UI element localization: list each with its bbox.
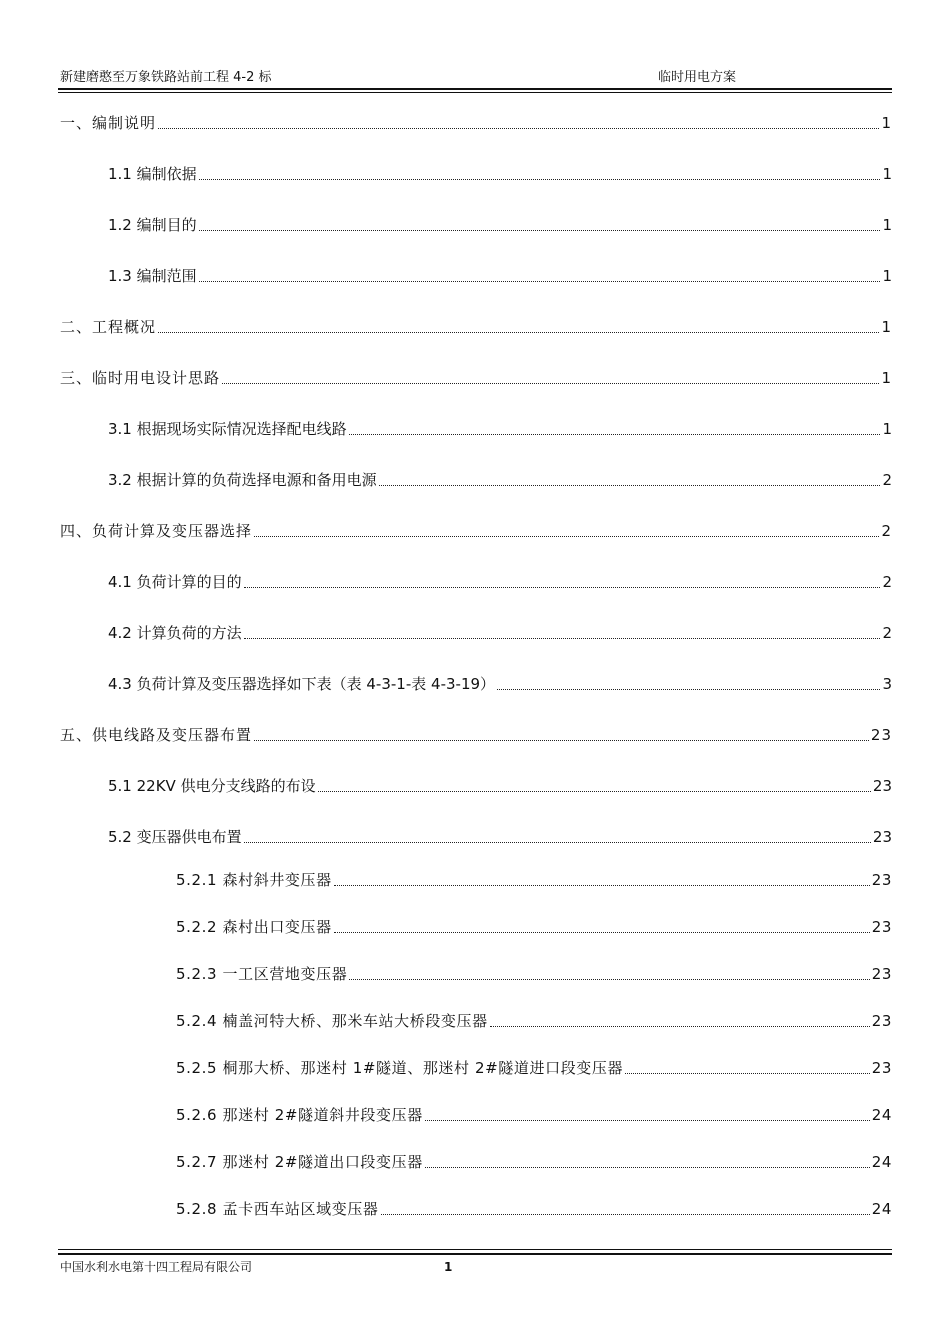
footer-rule-thin xyxy=(58,1249,892,1250)
toc-entry-title: 1.1 编制依据 xyxy=(108,165,197,183)
toc-entry[interactable] xyxy=(60,315,892,337)
toc-leader-dots xyxy=(425,1167,870,1168)
toc-entry-page: 23 xyxy=(872,828,892,846)
toc-entry-title: 5.2.5 桐那大桥、那迷村 1#隧道、那迷村 2#隧道进口段变压器 xyxy=(176,1059,624,1077)
toc-entry[interactable] xyxy=(176,868,892,890)
toc-entry[interactable] xyxy=(176,1103,892,1125)
toc-leader-dots xyxy=(158,332,879,333)
toc-entry[interactable] xyxy=(176,1056,892,1078)
toc-entry-title: 三、临时用电设计思路 xyxy=(60,369,221,387)
toc-entry-page: 1 xyxy=(881,318,892,336)
header-project-title: 新建磨憨至万象铁路站前工程 4-2 标 xyxy=(60,70,272,85)
toc-entry-page: 2 xyxy=(882,471,892,489)
toc-entry-title: 4.2 计算负荷的方法 xyxy=(108,624,242,642)
toc-entry[interactable] xyxy=(108,825,892,847)
toc-entry-title: 5.2.1 森村斜井变压器 xyxy=(176,871,332,889)
toc-leader-dots xyxy=(199,179,881,180)
toc-entry-page: 1 xyxy=(882,267,892,285)
toc-leader-dots xyxy=(497,689,880,690)
toc-leader-dots xyxy=(381,1214,870,1215)
toc-entry-page: 2 xyxy=(882,573,892,591)
toc-entry-page: 2 xyxy=(882,624,892,642)
toc-entry[interactable] xyxy=(108,264,892,286)
toc-entry-title: 5.2.7 那迷村 2#隧道出口段变压器 xyxy=(176,1153,423,1171)
toc-entry[interactable] xyxy=(60,723,892,745)
toc-entry-title: 3.2 根据计算的负荷选择电源和备用电源 xyxy=(108,471,377,489)
toc-leader-dots xyxy=(349,434,881,435)
toc-leader-dots xyxy=(158,128,879,129)
toc-entry-title: 4.1 负荷计算的目的 xyxy=(108,573,242,591)
toc-entry[interactable] xyxy=(108,417,892,439)
toc-entry-title: 1.2 编制目的 xyxy=(108,216,197,234)
toc-entry-page: 23 xyxy=(871,871,892,889)
toc-leader-dots xyxy=(625,1073,870,1074)
toc-entry[interactable] xyxy=(176,915,892,937)
toc-entry[interactable] xyxy=(108,621,892,643)
toc-entry[interactable] xyxy=(108,672,892,694)
toc-entry-page: 1 xyxy=(882,165,892,183)
toc-entry-title: 5.1 22KV 供电分支线路的布设 xyxy=(108,777,316,795)
toc-leader-dots xyxy=(334,932,870,933)
toc-entry[interactable] xyxy=(108,468,892,490)
header-rule-thin xyxy=(58,92,892,93)
toc-entry[interactable] xyxy=(108,774,892,796)
toc-entry-title: 一、编制说明 xyxy=(60,114,157,132)
toc-entry-title: 5.2.8 孟卡西车站区域变压器 xyxy=(176,1200,379,1218)
toc-leader-dots xyxy=(199,230,881,231)
toc-entry[interactable] xyxy=(176,1197,892,1219)
toc-leader-dots xyxy=(244,842,871,843)
toc-entry-title: 四、负荷计算及变压器选择 xyxy=(60,522,253,540)
toc-leader-dots xyxy=(349,979,869,980)
toc-leader-dots xyxy=(318,791,871,792)
toc-entry[interactable] xyxy=(108,213,892,235)
toc-entry-page: 1 xyxy=(882,216,892,234)
toc-entry-page: 23 xyxy=(871,965,892,983)
toc-entry-title: 五、供电线路及变压器布置 xyxy=(60,726,253,744)
toc-entry-title: 1.3 编制范围 xyxy=(108,267,197,285)
header-document-title: 临时用电方案 xyxy=(658,70,737,85)
footer-company-name: 中国水利水电第十四工程局有限公司 xyxy=(60,1260,253,1274)
toc-leader-dots xyxy=(244,587,881,588)
footer-rule-thick xyxy=(58,1253,892,1255)
toc-leader-dots xyxy=(254,536,879,537)
toc-entry[interactable] xyxy=(108,570,892,592)
footer-page-number: 1 xyxy=(444,1260,453,1274)
toc-entry-page: 23 xyxy=(871,1059,892,1077)
toc-entry-page: 1 xyxy=(881,114,892,132)
toc-entry-title: 3.1 根据现场实际情况选择配电线路 xyxy=(108,420,347,438)
toc-entry-title: 5.2.4 楠盖河特大桥、那米车站大桥段变压器 xyxy=(176,1012,488,1030)
toc-entry-title: 二、工程概况 xyxy=(60,318,157,336)
toc-entry-page: 3 xyxy=(882,675,892,693)
header-rule-thick xyxy=(58,88,892,90)
toc-entry[interactable] xyxy=(60,111,892,133)
toc-entry-title: 5.2.6 那迷村 2#隧道斜井段变压器 xyxy=(176,1106,423,1124)
toc-leader-dots xyxy=(199,281,881,282)
toc-entry-page: 23 xyxy=(871,918,892,936)
toc-leader-dots xyxy=(334,885,870,886)
toc-entry-title: 5.2.3 一工区营地变压器 xyxy=(176,965,348,983)
toc-leader-dots xyxy=(222,383,879,384)
toc-entry-title: 4.3 负荷计算及变压器选择如下表（表 4-3-1-表 4-3-19） xyxy=(108,675,496,693)
toc-entry-page: 24 xyxy=(871,1106,892,1124)
toc-entry[interactable] xyxy=(60,366,892,388)
toc-leader-dots xyxy=(490,1026,870,1027)
toc-entry-page: 23 xyxy=(870,726,892,744)
toc-entry-page: 1 xyxy=(882,420,892,438)
toc-entry-title: 5.2 变压器供电布置 xyxy=(108,828,242,846)
toc-entry-page: 23 xyxy=(871,1012,892,1030)
toc-entry-page: 2 xyxy=(881,522,892,540)
toc-entry-page: 24 xyxy=(871,1153,892,1171)
toc-entry-page: 23 xyxy=(872,777,892,795)
toc-entry[interactable] xyxy=(60,519,892,541)
toc-entry[interactable] xyxy=(176,1009,892,1031)
toc-entry[interactable] xyxy=(108,162,892,184)
toc-entry-page: 24 xyxy=(871,1200,892,1218)
toc-entry-page: 1 xyxy=(881,369,892,387)
toc-entry[interactable] xyxy=(176,1150,892,1172)
toc-leader-dots xyxy=(244,638,881,639)
toc-leader-dots xyxy=(254,740,869,741)
toc-leader-dots xyxy=(379,485,881,486)
toc-leader-dots xyxy=(425,1120,870,1121)
toc-entry-title: 5.2.2 森村出口变压器 xyxy=(176,918,332,936)
toc-entry[interactable] xyxy=(176,962,892,984)
